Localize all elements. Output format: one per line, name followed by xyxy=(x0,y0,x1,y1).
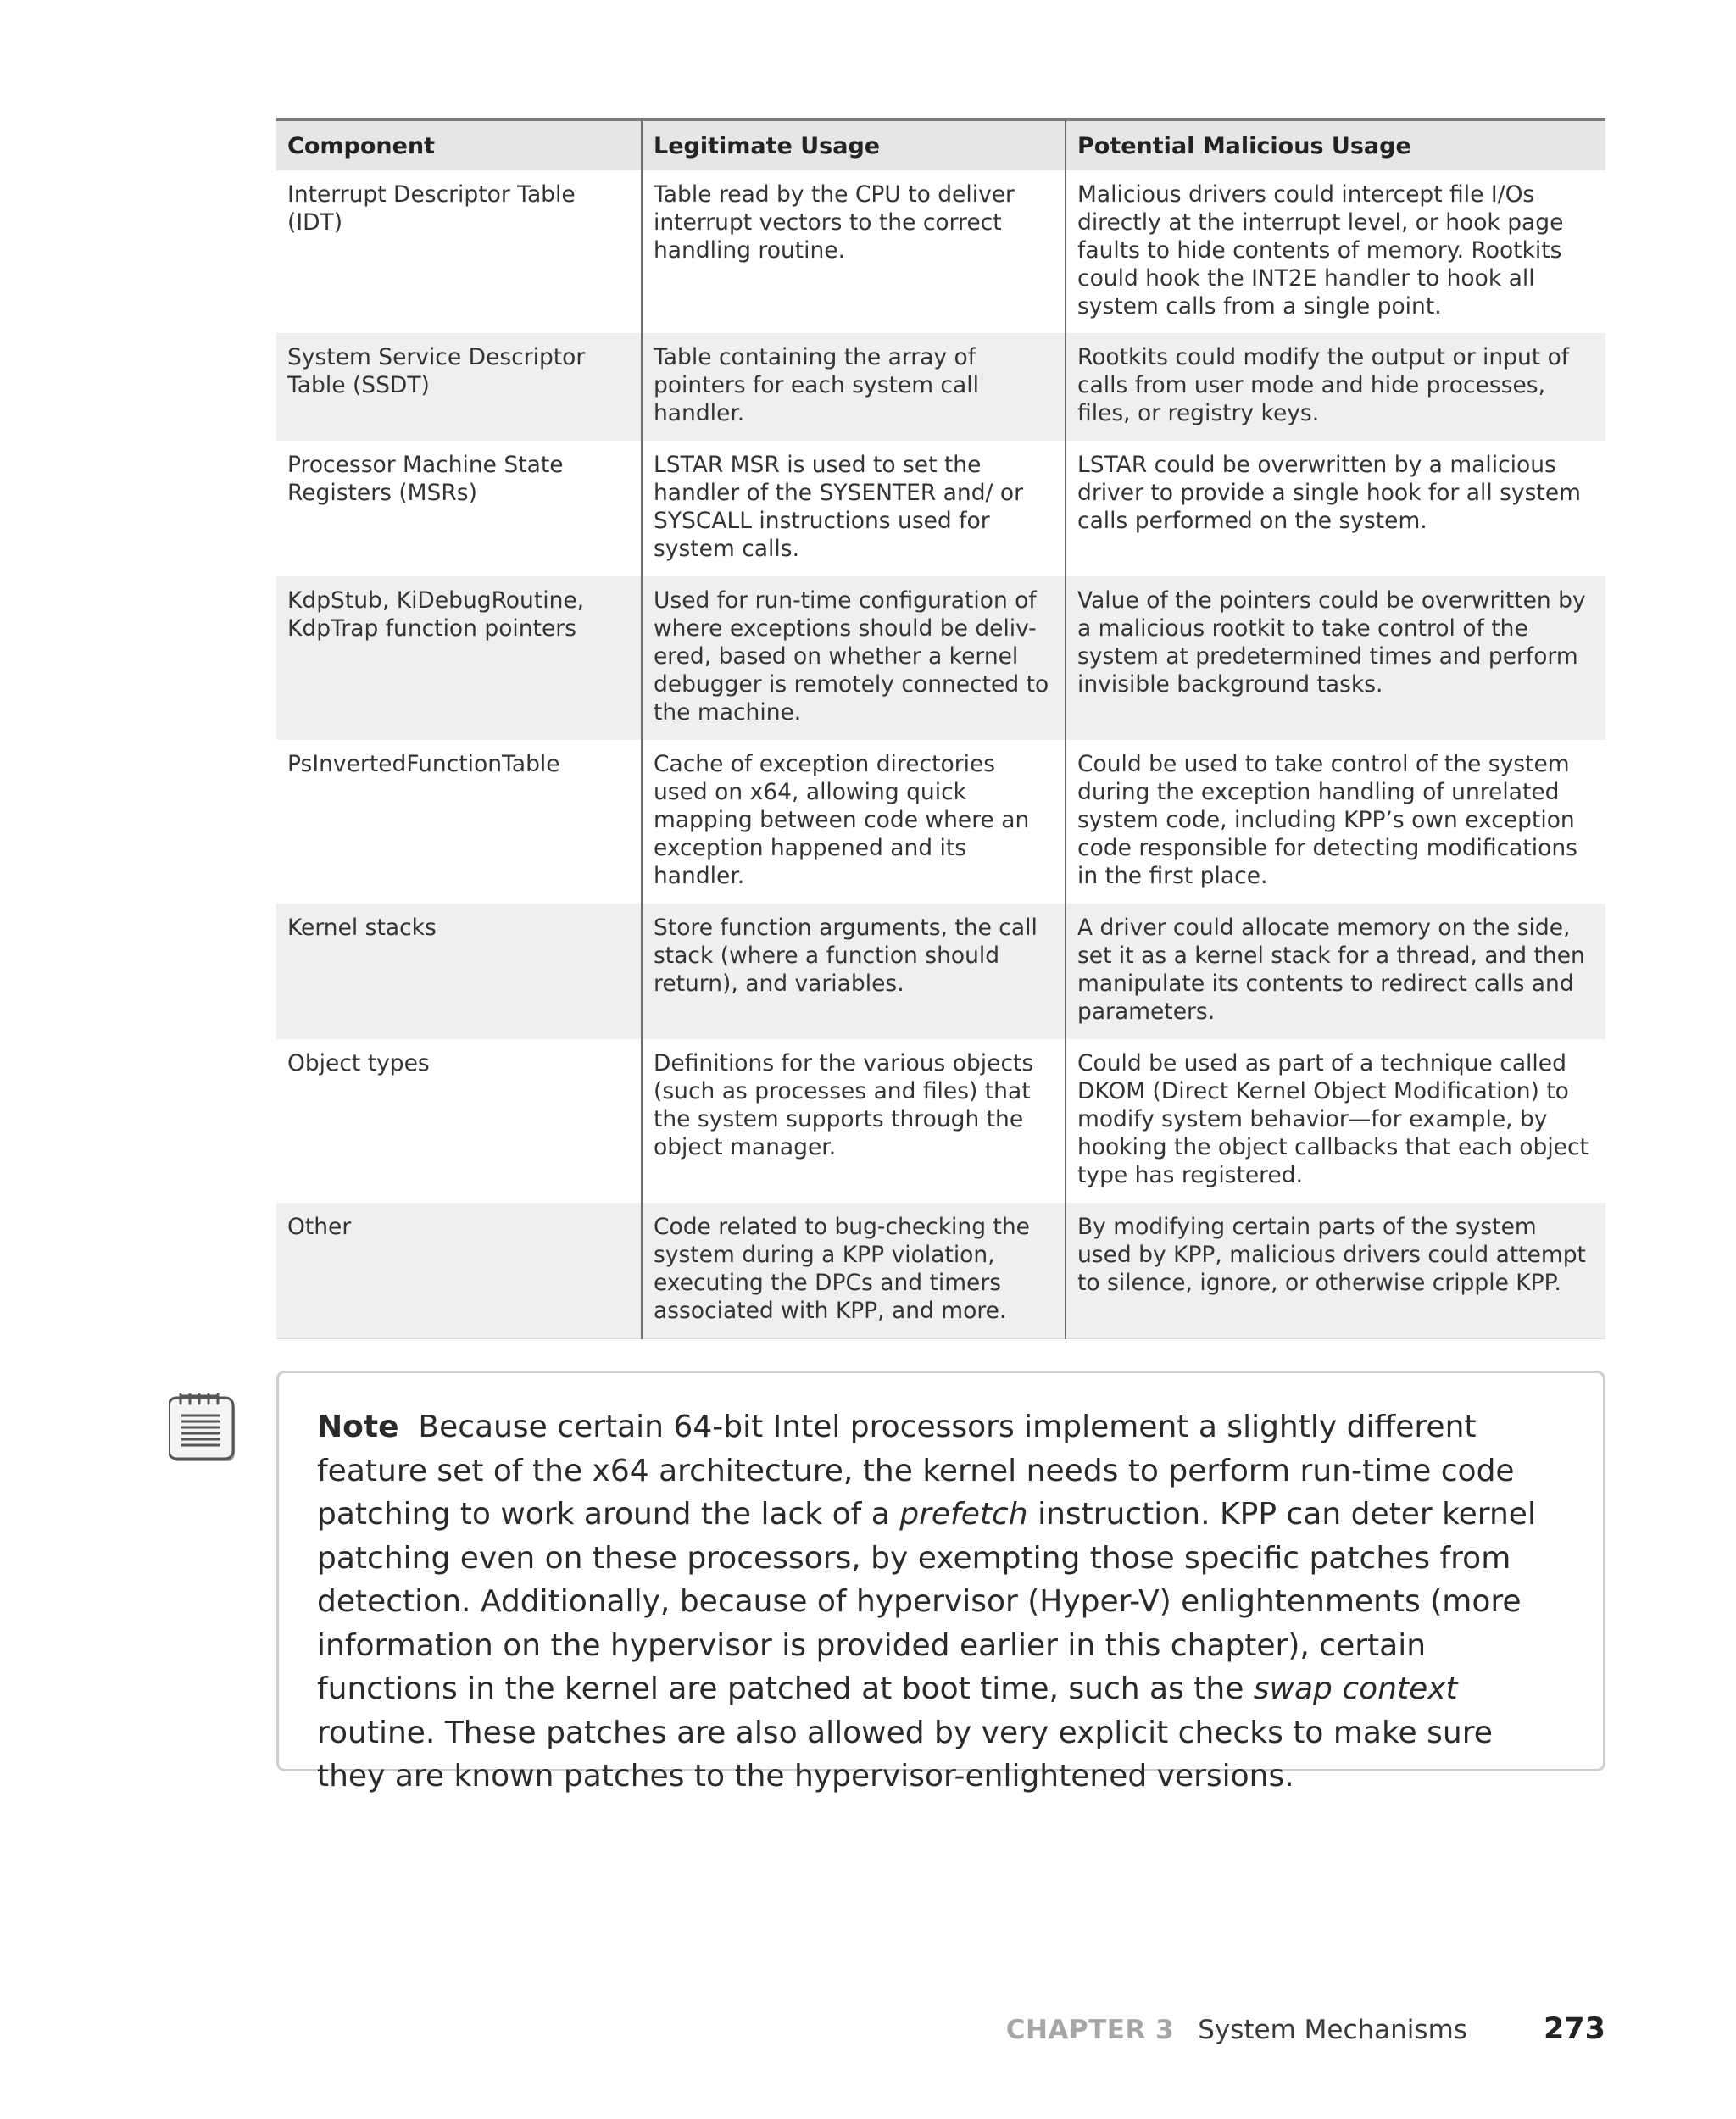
table-row xyxy=(276,740,1605,904)
cell-legitimate-usage: Definitions for the various objects (such as processes and files) that the system supports through the object manager. xyxy=(642,1039,1066,1203)
note-text: instruction. KPP can deter kernel patching even on these processors, by exempting those specific patches from detection. Additionally, because of hypervisor (Hyper-V) enlightenments (more information on the hypervisor is provided earlier in this chapter), certain functions in the kernel are patched at boot time, such as the xyxy=(317,1497,1536,1706)
header-potential-malicious-usage: Potential Malicious Usage xyxy=(1066,120,1605,170)
table-row xyxy=(276,1039,1605,1203)
cell-malicious-usage: Rootkits could modify the output or input of calls from user mode and hide processes, files, or registry keys. xyxy=(1066,333,1605,441)
table-row xyxy=(276,576,1605,740)
table-row xyxy=(276,904,1605,1039)
cell-component: System Service Descriptor Table (SSDT) xyxy=(276,333,642,441)
note-italic-term: prefetch xyxy=(899,1497,1028,1532)
cell-legitimate-usage: Table read by the CPU to deliver interrupt vectors to the correct handling routine. xyxy=(642,170,1066,333)
page-footer xyxy=(1006,2012,1605,2049)
note-box xyxy=(276,1371,1605,1794)
cell-malicious-usage: Could be used as part of a technique called DKOM (Direct Kernel Object Modification) to modify system behavior—for example, by hooking the object callbacks that each object type has registered. xyxy=(1077,1050,1589,1188)
cell-legitimate-usage: Code related to bug-checking the system during a KPP violation, executing the DPCs and timers associated with KPP, and more. xyxy=(642,1203,1066,1338)
cell-malicious-usage: LSTAR could be overwritten by a malicious driver to provide a single hook for all system calls performed on the system. xyxy=(1077,452,1581,534)
cell-malicious-usage: Value of the pointers could be overwritten by a malicious rootkit to take control of the system at predetermined times and perform invisible background tasks. xyxy=(1066,576,1605,740)
cell-component: KdpStub, KiDebugRoutine, KdpTrap function pointers xyxy=(276,576,642,740)
note-text: Because certain 64-bit Intel processors implement a slightly different feature set of the x64 architecture, the kernel needs to perform run-time code patching to work around the lack of a xyxy=(317,1410,1515,1532)
cell-legitimate-usage: Used for run-time configuration of where exceptions should be deliv-ered, based on whether a kernel debugger is remotely connected to the machine. xyxy=(642,576,1066,740)
note-label: Note xyxy=(317,1410,399,1444)
cell-malicious-usage: By modifying certain parts of the system used by KPP, malicious drivers could attempt to silence, ignore, or otherwise cripple KPP. xyxy=(1066,1203,1605,1338)
cell-component: Other xyxy=(276,1203,642,1338)
note-text: routine. These patches are also allowed by very explicit checks to make sure they are known patches to the hypervisor-enlightened versions. xyxy=(317,1715,1493,1794)
kpp-protected-components-table xyxy=(276,118,1605,1339)
table-row xyxy=(276,1203,1605,1338)
cell-legitimate-usage: Table containing the array of pointers for each system call handler. xyxy=(642,333,1066,441)
table-row xyxy=(276,333,1605,441)
header-component: Component xyxy=(276,120,642,170)
notepad-icon xyxy=(169,1393,236,1463)
page-number: 273 xyxy=(1543,2012,1605,2046)
table-row xyxy=(276,441,1605,576)
cell-component: Kernel stacks xyxy=(276,904,642,1039)
cell-legitimate-usage: Cache of exception directories used on x64, allowing quick mapping between code where an exception happened and its handler. xyxy=(642,740,1066,904)
cell-component: Interrupt Descriptor Table (IDT) xyxy=(276,170,642,333)
note-italic-term: swap context xyxy=(1253,1671,1458,1706)
cell-component: Processor Machine State Registers (MSRs) xyxy=(276,441,642,576)
cell-malicious-usage: Malicious drivers could intercept file I/Os directly at the interrupt level, or hook page faults to hide contents of memory. Rootkits could hook the INT2E handler to hook all system calls from a single point. xyxy=(1077,181,1564,320)
cell-malicious-usage: Could be used to take control of the system during the exception handling of unrelated system code, including KPP’s own exception code responsible for detecting modifications in the first place. xyxy=(1077,751,1577,889)
table-row xyxy=(276,170,1605,333)
footer-section-title: System Mechanisms xyxy=(1198,2015,1467,2045)
footer-chapter: CHAPTER 3 xyxy=(1005,2015,1175,2045)
cell-component: Object types xyxy=(276,1039,642,1203)
header-legitimate-usage: Legitimate Usage xyxy=(642,120,1066,170)
cell-legitimate-usage: LSTAR MSR is used to set the handler of the SYSENTER and/ or SYSCALL instructions used for system calls. xyxy=(642,441,1066,576)
cell-legitimate-usage: Store function arguments, the call stack (where a function should return), and variables. xyxy=(642,904,1066,1039)
cell-malicious-usage: A driver could allocate memory on the side, set it as a kernel stack for a thread, and then manipulate its contents to redirect calls and parameters. xyxy=(1066,904,1605,1039)
cell-component: PsInvertedFunctionTable xyxy=(276,740,642,904)
table-header-row xyxy=(276,120,1605,170)
